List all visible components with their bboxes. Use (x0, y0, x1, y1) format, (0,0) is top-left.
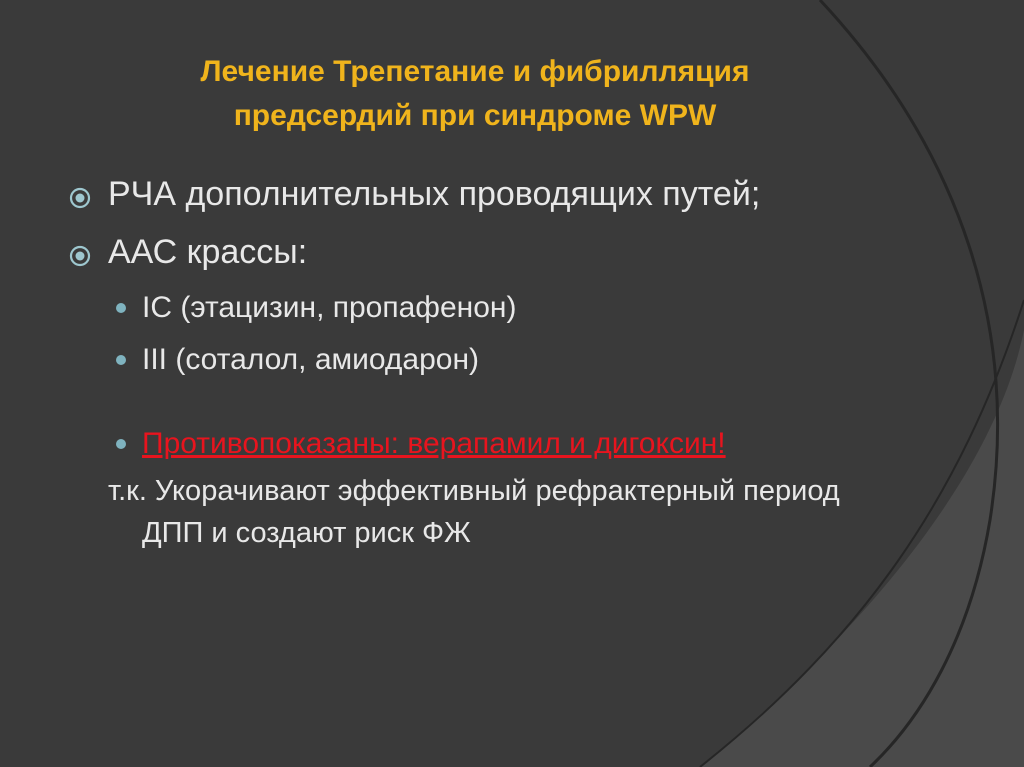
sub-bullet-contraindication (66, 424, 896, 464)
contraindication-warning: Противопоказаны: верапамил и дигоксин! (142, 427, 726, 460)
bullet-item-rfa-label: РЧА дополнительных проводящих путей; (108, 175, 761, 213)
slide-title-line-1: Лечение Трепетание и фибрилляция (200, 55, 750, 88)
sub-bullet-class-iii (66, 340, 896, 380)
sub-bullet-class-ic-label: IC (этацизин, пропафенон) (142, 291, 517, 324)
slide-title-line-2: предсердий при синдроме WPW (233, 99, 717, 132)
dot-bullet-icon (116, 439, 126, 449)
slide-title (60, 50, 890, 138)
bullet-item-rfa (66, 172, 896, 216)
explanation-note: т.к. Укорачивают эффективный рефрактерный период ДПП и создают риск ФЖ (108, 475, 840, 549)
sub-bullet-class-iii-label: III (соталол, амиодарон) (142, 343, 480, 376)
circle-bullet-icon (68, 186, 92, 210)
dot-bullet-icon (116, 303, 126, 313)
bullet-item-aad-classes (66, 230, 896, 274)
circle-bullet-icon (68, 244, 92, 268)
sub-bullet-class-ic (66, 288, 896, 328)
slide-content (66, 172, 896, 554)
dot-bullet-icon (116, 355, 126, 365)
bullet-item-aad-classes-label: ААС крассы: (108, 233, 308, 271)
